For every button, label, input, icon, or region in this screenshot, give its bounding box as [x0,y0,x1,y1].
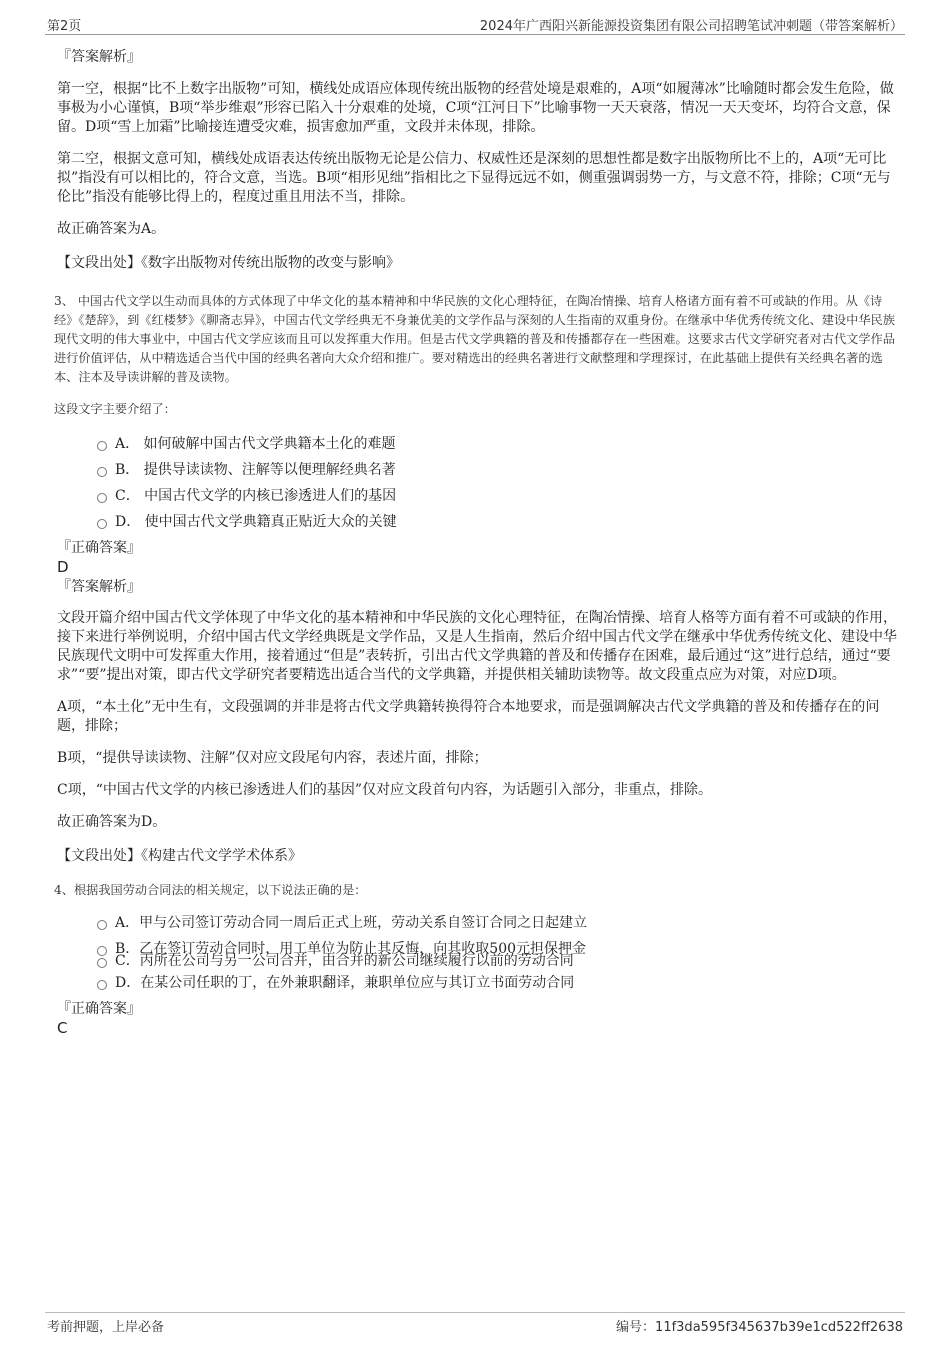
radio-icon[interactable] [97,467,107,477]
analysis-paragraph: C项，“中国古代文学的内核已渗透进人们的基因”仅对应文段首句内容，为话题引入部分，非重点，排除。 [57,782,713,798]
option-label: D． 使中国古代文学典籍真正贴近大众的关键 [115,514,397,530]
correct-answer: C [57,1019,68,1037]
option-label: D．在某公司任职的丁，在外兼职翻译，兼职单位应与其订立书面劳动合同 [115,975,575,991]
correct-answer-label: 『正确答案』 [57,540,141,556]
page-header [45,14,905,35]
option-a[interactable] [97,910,897,936]
radio-icon[interactable] [97,958,107,968]
radio-icon[interactable] [97,519,107,529]
radio-icon[interactable] [97,493,107,503]
source-citation: 【文段出处】《数字出版物对传统出版物的改变与影响》 [57,255,400,271]
question-3-text: 3、 中国古代文学以生动而具体的方式体现了中华文化的基本精神和中华民族的文化心理特征，在陶冶情操、培育人格诸方面有着不可或缺的作用。从《诗经》《楚辞》，到《红楼梦》《聊斋志异》，中国古代文学经典无不身兼优美的文学作品与深刻的人生指南的双重身份。在继承中华优秀传统文化、建设中华民族现代文明的伟大事业中，中国古代文学应该而且可以发挥重大作用。但是古代文学典籍的普及和传播都存在一些困难。这要求古代文学研究者对古代文学作品进行价值评估，从中精选适合当代中国的经典名著向大众介绍和推广。要对精选出的经典名著进行文献整理和学理探讨，在此基础上提供有关经典名著的选本、注本及导读讲解的普及读物。 [54,294,895,384]
option-label: B．乙在签订劳动合同时，用工单位为防止其反悔，向其收取500元担保押金 [115,941,587,957]
option-d[interactable] [97,509,897,535]
radio-icon[interactable] [97,980,107,990]
footer-slogan: 考前押题，上岸必备 [47,1320,165,1335]
document-body [54,48,897,1037]
option-a[interactable] [97,431,897,457]
analysis-paragraph: B项，“提供导读读物、注解”仅对应文段尾句内容，表述片面，排除； [57,750,488,766]
analysis-label-q3: 『答案解析』 [57,579,141,595]
option-c[interactable] [97,952,897,970]
correct-answer: D [57,558,69,576]
answer-conclusion: 故正确答案为A。 [57,221,166,237]
document-title: 2024年广西阳兴新能源投资集团有限公司招聘笔试冲刺题（带答案解析） [479,19,903,34]
question-3-options [57,431,897,535]
analysis-paragraph: 第二空，根据文意可知，横线处成语表达传统出版物无论是公信力、权威性还是深刻的思想性都是数字出版物所比不上的，A项“无可比拟”指没有可以相比的，符合文意，当选。B项“相形见绌”指相比之下显得远远不如，侧重强调弱势一方，与文意不符，排除；C项“无与伦比”指没有能够比得上的，程度过重且用法不当，排除。 [57,151,891,205]
document-id: 编号：11f3da595f345637b39e1cd522ff2638 [616,1320,903,1335]
source-citation: 【文段出处】《构建古代文学学术体系》 [57,848,302,864]
analysis-label-q2: 『答案解析』 [57,49,141,65]
analysis-paragraph: 第一空，根据“比不上数字出版物”可知，横线处成语应体现传统出版物的经营处境是艰难的，A项“如履薄冰”比喻随时都会发生危险，做事极为小心谨慎，B项“举步维艰”形容已陷入十分艰难的处境，C项“江河日下”比喻事物一天天衰落，情况一天天变坏，均符合文意，保留。D项“雪上加霜”比喻接连遭受灾难，损害愈加严重，文段并未体现，排除。 [57,81,894,135]
page-number: 第2页 [47,19,82,34]
question-3-prompt: 这段文字主要介绍了： [54,402,176,416]
correct-answer-label: 『正确答案』 [57,1001,141,1017]
option-b[interactable] [97,457,897,483]
radio-icon[interactable] [97,920,107,930]
page-footer [45,1312,905,1333]
question-4-text: 4、根据我国劳动合同法的相关规定，以下说法正确的是： [54,883,367,897]
answer-conclusion: 故正确答案为D。 [57,814,167,830]
option-label: C． 中国古代文学的内核已渗透进人们的基因 [115,488,397,504]
analysis-paragraph: A项，“本土化”无中生有，文段强调的并非是将古代文学典籍转换得符合本地要求，而是强调解决古代文学典籍的普及和传播存在的问题，排除； [57,699,880,734]
option-label: A． 如何破解中国古代文学典籍本土化的难题 [115,436,396,452]
option-label: A．甲与公司签订劳动合同一周后正式上班，劳动关系自签订合同之日起建立 [115,915,588,931]
analysis-paragraph: 文段开篇介绍中国古代文学体现了中华文化的基本精神和中华民族的文化心理特征，在陶冶情操、培育人格等方面有着不可或缺的作用，接下来进行举例说明，介绍中国古代文学经典既是文学作品，又是人生指南，然后介绍中国古代文学在继承中华优秀传统文化、建设中华民族现代文明中可发挥重大作用，接着通过“但是”表转折，引出古代文学典籍的普及和传播存在困难，最后通过“这”进行总结，通过“要求”“要”提出对策，即古代文学研究者要精选出适合当代的文学典籍，并提供相关辅助读物等。故文段重点应为对策，对应D项。 [57,610,897,683]
option-c[interactable] [97,483,897,509]
radio-icon[interactable] [97,441,107,451]
option-b[interactable] [97,936,897,957]
option-label: B． 提供导读读物、注解等以便理解经典名著 [115,462,396,478]
option-d[interactable] [97,970,897,996]
option-label: C．丙所在公司与另一公司合并，由合并的新公司继续履行以前的劳动合同 [115,953,574,969]
question-4-options [57,910,897,996]
